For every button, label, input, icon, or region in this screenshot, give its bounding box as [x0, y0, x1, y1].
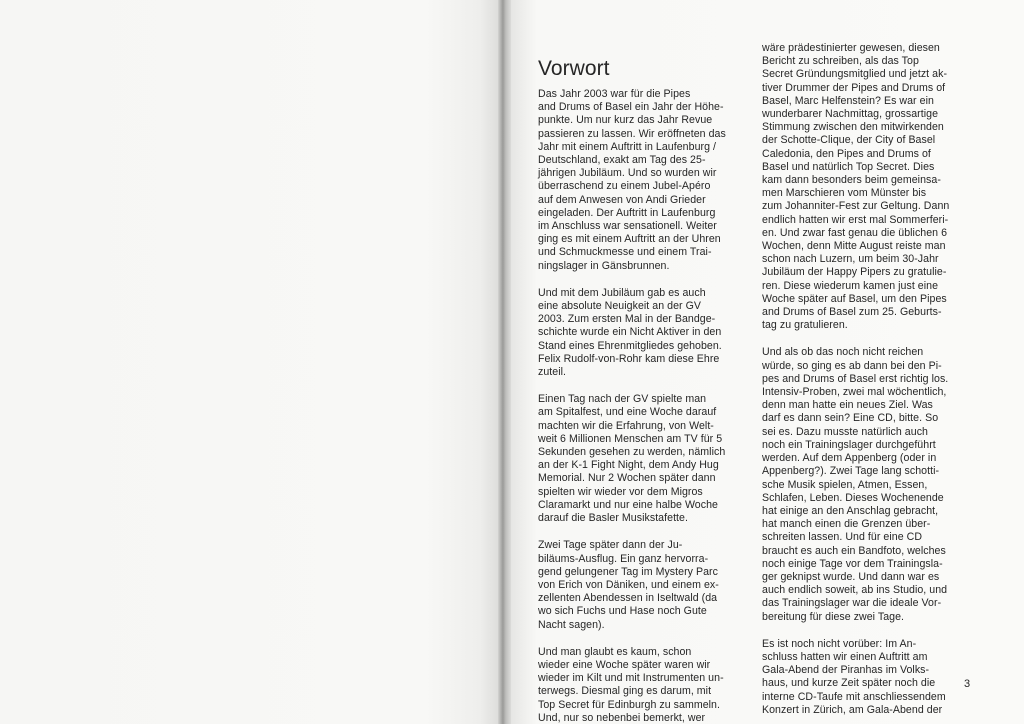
text-line: noch einige Tage vor dem Trainingsla- — [762, 557, 943, 570]
paragraph — [538, 393, 760, 525]
text-line: ger geknipst wurde. Und dann war es — [762, 570, 940, 583]
text-line: schichte wurde ein Nicht Aktiver in den — [538, 326, 722, 339]
text-line: Appenberg?). Zwei Tage lang schotti- — [762, 465, 940, 478]
paragraph — [538, 539, 760, 631]
column-left-body — [538, 88, 760, 724]
text-line: überraschend zu einem Jubel-Apéro — [538, 180, 711, 193]
text-line: eingeladen. Der Auftritt in Laufenburg — [538, 206, 716, 219]
text-line: gend gelungener Tag im Mystery Parc — [538, 565, 718, 578]
text-line: am Spitalfest, und eine Woche darauf — [538, 406, 717, 419]
text-line: darauf die Basler Musikstafette. — [538, 512, 688, 525]
text-line: und Schmuckmesse und einem Trai- — [538, 246, 712, 259]
text-line: Deutschland, exakt am Tag des 25- — [538, 154, 706, 167]
paragraph — [762, 346, 984, 623]
text-line: schluss hatten wir einen Auftritt am — [762, 650, 928, 663]
column-right-body — [762, 42, 984, 717]
text-line: weit 6 Millionen Menschen am TV für 5 — [538, 432, 723, 445]
text-line: Und, nur so nebenbei bemerkt, wer — [538, 711, 706, 724]
text-line: biläums-Ausflug. Ein ganz hervorra- — [538, 552, 709, 565]
text-line: Secret Gründungsmitglied und jetzt ak- — [762, 68, 948, 81]
text-line: wieder im Kilt und mit Instrumenten un- — [538, 672, 724, 685]
text-line: würde, so ging es ab dann bei den Pi- — [762, 359, 942, 372]
text-line: auf dem Anwesen von Andi Grieder — [538, 193, 706, 206]
text-line: Und als ob das noch nicht reichen — [762, 346, 924, 359]
text-line: Basel, Marc Helfenstein? Es war ein — [762, 94, 934, 107]
text-line: tag zu gratulieren. — [762, 319, 848, 332]
text-line: Sekunden gesehen zu werden, nämlich — [538, 446, 726, 459]
text-line: denn man hatte ein neues Ziel. Was — [762, 399, 933, 412]
text-line: schreiten lassen. Und für eine CD — [762, 531, 923, 544]
text-line: Einen Tag nach der GV spielte man — [538, 393, 707, 406]
text-line: Und man glaubt es kaum, schon — [538, 645, 692, 658]
text-line: and Drums of Basel zum 25. Geburts- — [762, 306, 942, 319]
text-line: machten wir die Erfahrung, von Welt- — [538, 419, 714, 432]
paragraph — [538, 88, 760, 273]
text-line: hat einige an den Anschlag gebracht, — [762, 504, 939, 517]
text-line: tiver Drummer der Pipes and Drums of — [762, 81, 946, 94]
text-line: terwegs. Diesmal ging es darum, mit — [538, 685, 712, 698]
text-line: kam dann besonders beim gemeinsa- — [762, 174, 941, 187]
text-line: Bericht zu schreiben, als das Top — [762, 55, 919, 68]
text-line: hat manch einen die Grenzen über- — [762, 518, 931, 531]
text-line: Zwei Tage später dann der Ju- — [538, 539, 683, 552]
text-line: zuteil. — [538, 366, 567, 379]
text-line: and Drums of Basel ein Jahr der Höhe- — [538, 101, 724, 114]
text-line: sche Musik spielen, Atmen, Essen, — [762, 478, 928, 491]
text-line: men Marschieren vom Münster bis — [762, 187, 927, 200]
text-line: Caledonia, den Pipes and Drums of — [762, 147, 931, 160]
paragraph — [538, 646, 760, 724]
text-line: werden. Auf dem Appenberg (oder in — [762, 452, 937, 465]
text-line: bereitung für diese zwei Tage. — [762, 610, 905, 623]
text-line: Das Jahr 2003 war für die Pipes — [538, 88, 691, 100]
page-title: Vorwort — [538, 57, 610, 80]
text-line: Und mit dem Jubiläum gab es auch — [538, 286, 706, 299]
text-line: sei es. Dazu musste natürlich auch — [762, 425, 928, 438]
text-line: wieder eine Woche später waren wir — [538, 658, 711, 671]
text-line: endlich hatten wir erst mal Sommerferi- — [762, 213, 949, 226]
text-line: Nacht sagen). — [538, 618, 605, 631]
text-line: spielten wir wieder vor dem Migros — [538, 485, 703, 498]
text-line: darf es dann sein? Eine CD, bitte. So — [762, 412, 939, 425]
text-line: zum Johanniter-Fest zur Geltung. Dann — [762, 200, 950, 213]
text-line: Stimmung zwischen den mitwirkenden — [762, 121, 944, 134]
text-line: 2003. Zum ersten Mal in der Bandge- — [538, 313, 716, 326]
text-line: pes and Drums of Basel erst richtig los. — [762, 372, 949, 385]
text-line: Memorial. Nur 2 Wochen später dann — [538, 472, 716, 485]
text-line: Es ist noch nicht vorüber: Im An- — [762, 637, 917, 650]
text-line: punkte. Um nur kurz das Jahr Revue — [538, 114, 713, 127]
text-line: Felix Rudolf-von-Rohr kam diese Ehre — [538, 352, 720, 365]
text-line: Jubiläum der Happy Pipers zu gratulie- — [762, 266, 947, 279]
text-line: Intensiv-Proben, zwei mal wöchentlich, — [762, 386, 947, 399]
text-line: interne CD-Taufe mit anschliessendem — [762, 690, 946, 703]
text-line: Stand eines Ehrenmitgliedes gehoben. — [538, 339, 722, 352]
text-line: Schlafen, Leben. Dieses Wochenende — [762, 491, 944, 504]
left-page-blank — [0, 0, 500, 724]
text-column-left — [538, 56, 760, 724]
text-line: en. Und zwar fast genau die üblichen 6 — [762, 226, 948, 239]
book-gutter — [498, 0, 512, 724]
paragraph — [762, 42, 984, 332]
text-line: noch ein Trainingslager durchgeführt — [762, 438, 936, 451]
text-column-right — [762, 42, 984, 724]
text-line: an der K-1 Fight Night, dem Andy Hug — [538, 459, 719, 472]
text-line: ging es mit einem Auftritt an der Uhren — [538, 233, 721, 246]
text-line: Wochen, denn Mitte August reiste man — [762, 240, 946, 253]
text-line: wunderbarer Nachmittag, grossartige — [762, 108, 939, 121]
text-line: Claramarkt und nur eine halbe Woche — [538, 498, 718, 511]
text-line: jährigen Jubiläum. Und so wurden wir — [538, 167, 717, 180]
text-line: Jahr mit einem Auftritt in Laufenburg / — [538, 140, 717, 153]
text-line: der Schotte-Clique, der City of Basel — [762, 134, 936, 147]
text-line: ren. Diese wiederum kamen just eine — [762, 279, 939, 292]
text-line: auch endlich soweit, ab ins Studio, und — [762, 584, 948, 597]
text-line: wäre prädestinierter gewesen, diesen — [762, 42, 940, 54]
page-number: 3 — [964, 678, 971, 690]
text-line: Top Secret für Edinburgh zu sammeln. — [538, 698, 720, 711]
text-line: das Trainingslager war die ideale Vor- — [762, 597, 942, 610]
text-line: braucht es auch ein Bandfoto, welches — [762, 544, 946, 557]
text-line: zellenten Abendessen in Iseltwald (da — [538, 592, 718, 605]
text-line: Woche später auf Basel, um den Pipes — [762, 292, 947, 305]
text-line: haus, und kurze Zeit später noch die — [762, 677, 936, 690]
text-line: ningslager in Gänsbrunnen. — [538, 259, 670, 272]
paragraph — [762, 638, 984, 717]
paragraph — [538, 287, 760, 379]
text-line: eine absolute Neuigkeit an der GV — [538, 300, 702, 313]
text-line: Gala-Abend der Piranhas im Volks- — [762, 664, 930, 677]
text-line: passieren zu lassen. Wir eröffneten das — [538, 127, 726, 140]
text-line: Basel und natürlich Top Secret. Dies — [762, 160, 935, 173]
text-line: von Erich von Däniken, und einem ex- — [538, 578, 719, 591]
text-line: im Anschluss war sensationell. Weiter — [538, 220, 717, 233]
text-line: schon nach Luzern, um beim 30-Jahr — [762, 253, 939, 266]
text-line: wo sich Fuchs und Hase noch Gute — [538, 605, 707, 618]
text-line: Konzert in Zürich, am Gala-Abend der — [762, 703, 943, 716]
